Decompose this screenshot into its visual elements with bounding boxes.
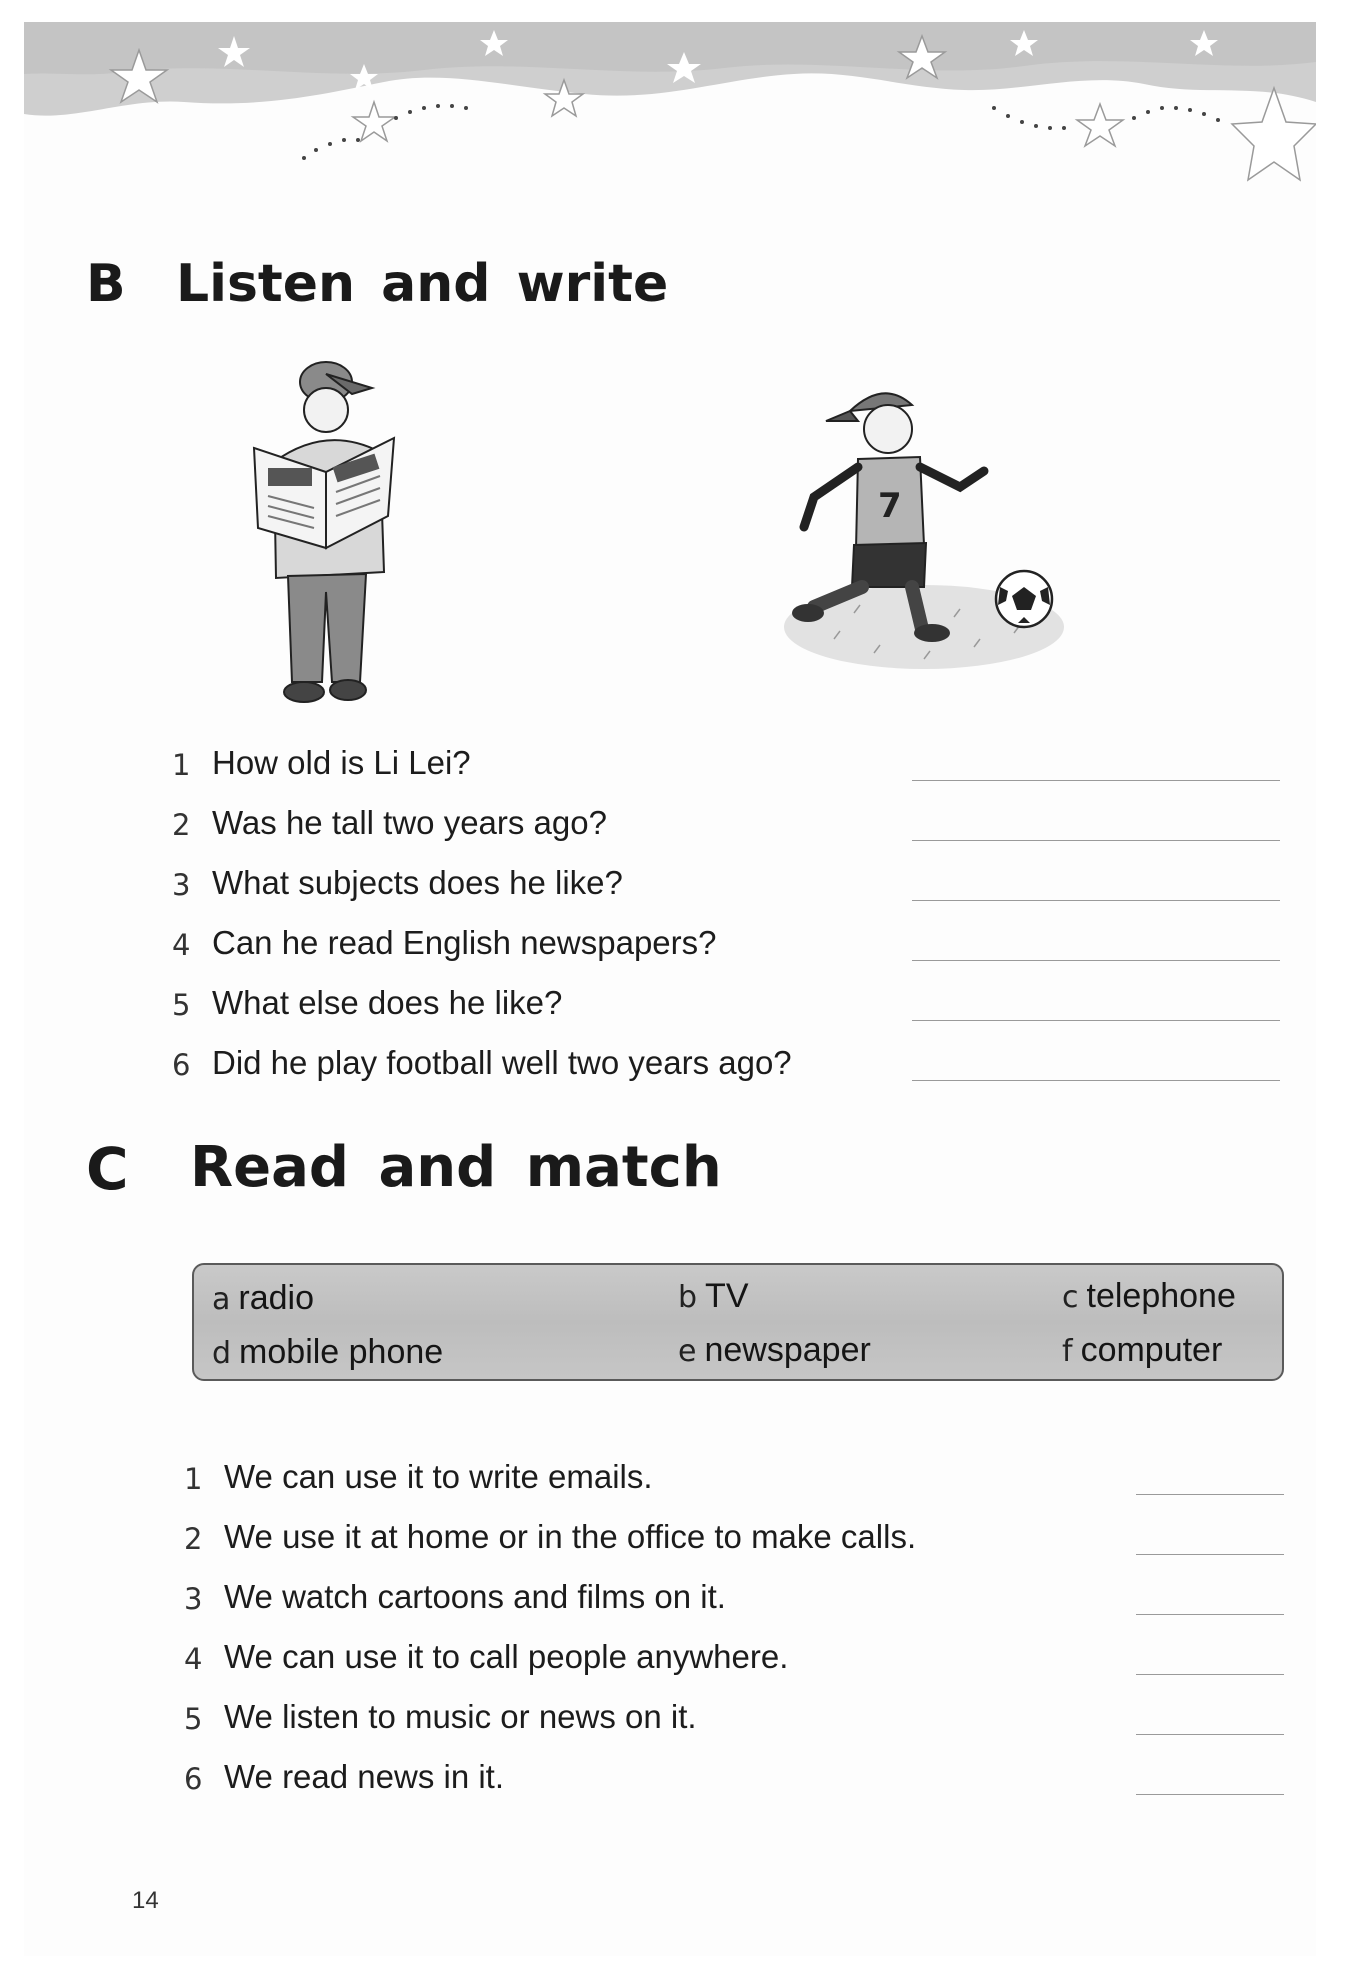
question-text: Can he read English newspapers? <box>212 924 717 961</box>
answer-blank[interactable] <box>1136 1674 1284 1675</box>
word-option: f computer <box>1062 1331 1223 1369</box>
section-c-title: Read and match <box>190 1135 722 1200</box>
list-item <box>184 1514 1334 1566</box>
word-option: c telephone <box>1062 1277 1236 1315</box>
list-item <box>172 860 1322 912</box>
list-item <box>184 1574 1334 1626</box>
sentence-text: We watch cartoons and films on it. <box>224 1578 726 1615</box>
list-item <box>184 1754 1334 1806</box>
section-b-title: Listen and write <box>176 254 669 314</box>
list-item <box>184 1634 1334 1686</box>
sentence-number: 5 <box>184 1702 203 1736</box>
sentence-text: We can use it to call people anywhere. <box>224 1638 789 1675</box>
sentence-text: We can use it to write emails. <box>224 1458 653 1495</box>
answer-blank[interactable] <box>912 840 1280 841</box>
sentence-text: We read news in it. <box>224 1758 505 1795</box>
list-item <box>184 1694 1334 1746</box>
word-option: d mobile phone <box>212 1333 444 1371</box>
list-item <box>184 1454 1334 1506</box>
word-option: a radio <box>212 1279 314 1317</box>
sentence-text: We listen to music or news on it. <box>224 1698 697 1735</box>
list-item <box>172 920 1322 972</box>
answer-blank[interactable] <box>912 960 1280 961</box>
list-item <box>172 1040 1322 1092</box>
sentence-number: 3 <box>184 1582 203 1616</box>
sentence-text: We use it at home or in the office to make calls. <box>224 1518 917 1555</box>
answer-blank[interactable] <box>912 780 1280 781</box>
word-bank <box>192 1263 1284 1381</box>
svg-text:7: 7 <box>878 486 902 526</box>
sentence-number: 1 <box>184 1462 203 1496</box>
question-text: Did he play football well two years ago? <box>212 1044 792 1081</box>
answer-blank[interactable] <box>1136 1734 1284 1735</box>
answer-blank[interactable] <box>912 1080 1280 1081</box>
word-option: b TV <box>678 1277 749 1315</box>
section-c-letter: C <box>86 1135 129 1203</box>
list-item <box>172 980 1322 1032</box>
question-number: 3 <box>172 868 191 902</box>
word-option: e newspaper <box>678 1331 871 1369</box>
answer-blank[interactable] <box>912 900 1280 901</box>
answer-blank[interactable] <box>1136 1794 1284 1795</box>
soccer-ball-icon <box>996 571 1052 627</box>
question-number: 1 <box>172 748 191 782</box>
list-item <box>172 800 1322 852</box>
answer-blank[interactable] <box>1136 1554 1284 1555</box>
question-number: 2 <box>172 808 191 842</box>
question-number: 6 <box>172 1048 191 1082</box>
section-b-letter: B <box>86 254 126 314</box>
workbook-page <box>24 22 1316 1956</box>
star-banner <box>24 22 1316 202</box>
question-text: How old is Li Lei? <box>212 744 471 781</box>
boy-reading-newspaper-icon <box>234 352 434 722</box>
sentence-number: 4 <box>184 1642 203 1676</box>
page-number: 14 <box>132 1887 159 1914</box>
question-text: Was he tall two years ago? <box>212 804 607 841</box>
sentence-number: 6 <box>184 1762 203 1796</box>
sentence-number: 2 <box>184 1522 203 1556</box>
answer-blank[interactable] <box>1136 1614 1284 1615</box>
question-text: What else does he like? <box>212 984 563 1021</box>
question-number: 4 <box>172 928 191 962</box>
boy-playing-football-icon <box>774 377 1074 677</box>
question-text: What subjects does he like? <box>212 864 623 901</box>
answer-blank[interactable] <box>1136 1494 1284 1495</box>
question-number: 5 <box>172 988 191 1022</box>
answer-blank[interactable] <box>912 1020 1280 1021</box>
list-item <box>172 740 1322 792</box>
